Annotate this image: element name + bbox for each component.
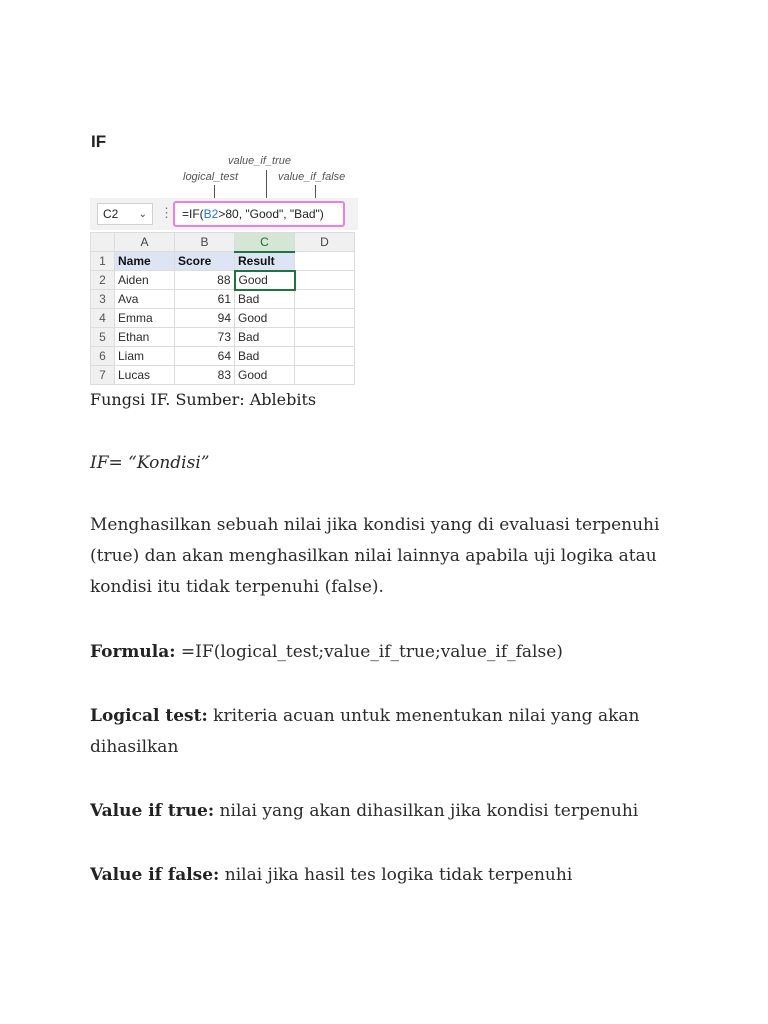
value-if-false-paragraph xyxy=(90,860,700,891)
cell-result[interactable]: Bad xyxy=(235,347,295,366)
cell-name[interactable]: Ava xyxy=(115,290,175,309)
value-if-true-paragraph xyxy=(90,796,700,827)
row-header[interactable]: 2 xyxy=(91,271,115,290)
more-options-icon[interactable]: ⋮ xyxy=(160,205,173,220)
formula-input[interactable] xyxy=(173,201,345,227)
column-header-b[interactable]: B xyxy=(175,233,235,252)
column-header-c[interactable]: C xyxy=(235,233,295,252)
row-header[interactable]: 1 xyxy=(91,252,115,271)
formula-bar xyxy=(90,198,358,230)
cell-empty[interactable] xyxy=(295,290,355,309)
table-row xyxy=(91,252,355,271)
value-if-true-label: Value if true: xyxy=(90,801,215,821)
formula-paragraph xyxy=(90,637,700,668)
value-if-true-text: nilai yang akan dihasilkan jika kondisi terpenuhi xyxy=(214,801,639,821)
cell-score[interactable]: 94 xyxy=(175,309,235,328)
cell-name[interactable]: Liam xyxy=(115,347,175,366)
formula-suffix: >80, "Good", "Bad") xyxy=(218,207,324,221)
cell-result-active[interactable]: Good xyxy=(235,271,295,290)
row-header[interactable]: 4 xyxy=(91,309,115,328)
cell-result[interactable]: Bad xyxy=(235,290,295,309)
cell-empty[interactable] xyxy=(295,328,355,347)
cell-result[interactable]: Good xyxy=(235,309,295,328)
logical-test-text: kriteria acuan untuk menentukan nilai yang akan dihasilkan xyxy=(90,706,640,757)
cell-score[interactable]: 83 xyxy=(175,366,235,385)
table-row xyxy=(91,366,355,385)
name-box-value: C2 xyxy=(103,207,119,221)
cell-score[interactable]: 73 xyxy=(175,328,235,347)
callout-line-value-if-true xyxy=(266,170,267,200)
description-paragraph: Menghasilkan sebuah nilai jika kondisi yang di evaluasi terpenuhi (true) dan akan menghasilkan nilai lainnya apabila uji logika atau kondisi itu tidak terpenuhi (false). xyxy=(90,515,660,597)
logical-test-paragraph xyxy=(90,701,700,763)
table-row xyxy=(91,347,355,366)
subtitle: IF= “Kondisi” xyxy=(90,453,210,473)
cell-result[interactable]: Bad xyxy=(235,328,295,347)
cell-score[interactable]: 61 xyxy=(175,290,235,309)
figure-caption: Fungsi IF. Sumber: Ablebits xyxy=(90,390,317,409)
callout-value-if-true: value_if_true xyxy=(228,155,291,167)
section-heading: IF xyxy=(91,132,107,151)
table-row xyxy=(91,271,355,290)
cell-d1[interactable] xyxy=(295,252,355,271)
cell-name[interactable]: Aiden xyxy=(115,271,175,290)
table-row xyxy=(91,328,355,347)
table-row xyxy=(91,309,355,328)
select-all-corner[interactable] xyxy=(91,233,115,252)
row-header[interactable]: 6 xyxy=(91,347,115,366)
chevron-down-icon[interactable]: ⌄ xyxy=(138,208,147,220)
cell-score[interactable]: 64 xyxy=(175,347,235,366)
value-if-false-text: nilai jika hasil tes logika tidak terpenuhi xyxy=(219,865,573,885)
row-header[interactable]: 7 xyxy=(91,366,115,385)
row-header[interactable]: 3 xyxy=(91,290,115,309)
name-box[interactable] xyxy=(97,203,153,225)
value-if-false-label: Value if false: xyxy=(90,865,220,885)
cell-empty[interactable] xyxy=(295,366,355,385)
cell-empty[interactable] xyxy=(295,271,355,290)
cell-name[interactable]: Lucas xyxy=(115,366,175,385)
cell-b1[interactable]: Score xyxy=(175,252,235,271)
row-header[interactable]: 5 xyxy=(91,328,115,347)
column-header-d[interactable]: D xyxy=(295,233,355,252)
formula-text: =IF(logical_test;value_if_true;value_if_false) xyxy=(175,642,563,662)
cell-score[interactable]: 88 xyxy=(175,271,235,290)
formula-cell-ref: B2 xyxy=(203,207,219,221)
cell-name[interactable]: Emma xyxy=(115,309,175,328)
cell-name[interactable]: Ethan xyxy=(115,328,175,347)
table-row xyxy=(91,290,355,309)
spreadsheet-grid xyxy=(90,232,355,385)
cell-c1[interactable]: Result xyxy=(235,252,295,271)
cell-result[interactable]: Good xyxy=(235,366,295,385)
column-header-row xyxy=(91,233,355,252)
callout-value-if-false: value_if_false xyxy=(278,171,346,183)
formula-label: Formula: xyxy=(90,642,176,662)
if-function-figure xyxy=(90,150,360,390)
cell-a1[interactable]: Name xyxy=(115,252,175,271)
callout-logical-test: logical_test xyxy=(183,171,239,183)
cell-empty[interactable] xyxy=(295,347,355,366)
cell-empty[interactable] xyxy=(295,309,355,328)
formula-prefix: =IF( xyxy=(182,207,204,221)
column-header-a[interactable]: A xyxy=(115,233,175,252)
logical-test-label: Logical test: xyxy=(90,706,208,726)
